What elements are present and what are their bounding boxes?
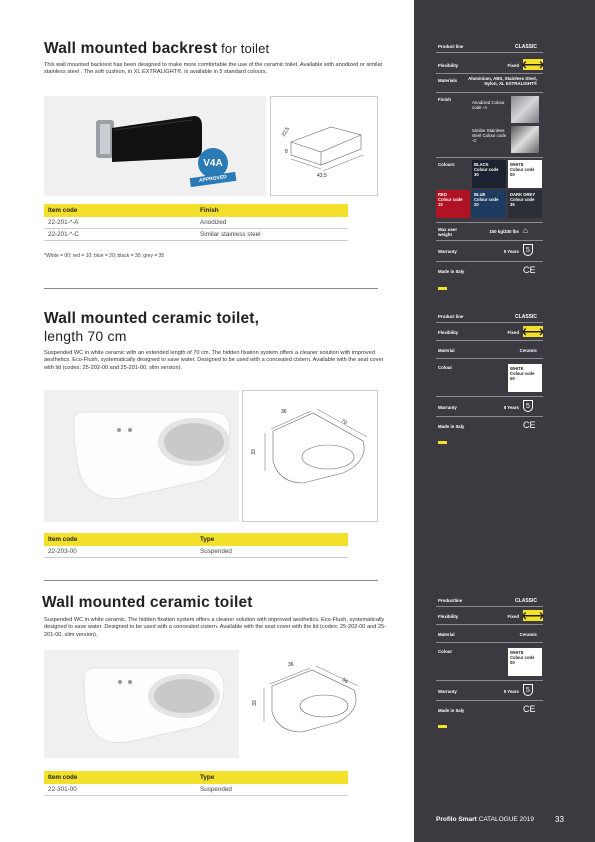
section-description-toilet: Suspended WC in white ceramic. The hidden fixation system offers a cleaner solution with improved aesthetics. Eco-Flush, systematically designed to save water. Designed to be used with a concealed cistern. Available with the seat cover with the lid (codes: 25-202-00 and 25-201-00, slim version). xyxy=(44,617,386,638)
dim-label: 43,5 xyxy=(317,173,327,179)
dim-label: 36 xyxy=(281,409,287,415)
table-row: 22-301-00 Suspended xyxy=(44,784,348,796)
dim-label: 22,5 xyxy=(280,126,291,138)
table-row: 22-201-*-C Similar stainless steel xyxy=(44,229,348,241)
colour-swatch-blue: BLUE Colour code 20 xyxy=(472,190,506,218)
footer-catalogue: CATALOGUE 2019 xyxy=(478,816,535,823)
backrest-drawing xyxy=(270,96,378,196)
section-description-toilet-70: Suspended WC in white ceramic with an extended length of 70 cm. The hidden fixation system offers a cleaner solution with improved aesthetics. Eco-Flush, systematically designed to save water. Designed to be used with a concealed cistern. Available with the seat cover with lid (codes: 25-202-00 and 25-201-00, slim version). xyxy=(44,350,384,371)
page-footer xyxy=(436,816,534,823)
accent-bar xyxy=(438,287,447,290)
dim-label: 70 xyxy=(339,417,348,427)
fixed-arrow-icon: ⟷ xyxy=(521,607,545,625)
colour-footnote: *White = 00; red = 10; blue = 20; black = 30; grey = 35 xyxy=(44,253,165,259)
section-title-backrest: Wall mounted backrest for toilet xyxy=(44,40,270,57)
colour-swatch-dark-grey: DARK GREY Colour code 35 xyxy=(508,190,542,218)
table-row: 22-201-*-A Anodized xyxy=(44,217,348,229)
colour-swatch-white: WHITE Colour code 00 xyxy=(508,648,542,676)
colour-swatch-red: RED Colour code 10 xyxy=(436,190,470,218)
page-number: 33 xyxy=(555,815,564,824)
warranty-shield-icon: 5 xyxy=(523,400,533,412)
dim-label: 36 xyxy=(288,662,294,668)
spec-block-backrest: Product line CLASSIC Flexibility Fixed ⟷ Materials Aluminium, ABS, Stainless Steel, Nylon, XL EXTRALIGHT® Finish Anodized Colour code -A Similar Stainless steel Colour code -C Colours BLACK Colour code 30 WHITE Colour code 00 RED Colour code 10 BLUE Colour code 20 DARK GREY Colour code 35 Max user weight 150 kg/330 lbs ⌂ Warranty 5 Years 5 Made in Italy CE xyxy=(414,40,595,300)
section-title-toilet: Wall mounted ceramic toilet xyxy=(42,594,253,611)
divider xyxy=(44,288,378,289)
ce-mark-icon: CE xyxy=(523,420,536,430)
warranty-shield-icon: 5 xyxy=(523,684,533,696)
backrest-photo xyxy=(44,96,266,196)
fixed-arrow-icon: ⟷ xyxy=(521,56,545,74)
warranty-shield-icon: 5 xyxy=(523,244,533,256)
anodized-swatch xyxy=(511,96,539,123)
item-table-toilet: Item code Type 22-301-00 Suspended xyxy=(44,771,348,796)
ce-mark-icon: CE xyxy=(523,704,536,714)
toilet-70-photo xyxy=(44,390,239,522)
dim-label: 56 xyxy=(340,676,349,686)
weight-icon: ⌂ xyxy=(523,226,528,235)
item-table-backrest: Item code Finish 22-201-*-A Anodized 22-201-*-C Similar stainless steel xyxy=(44,204,348,241)
footer-brand: Profilo Smart xyxy=(436,816,477,823)
accent-bar xyxy=(438,441,447,444)
item-table-toilet-70: Item code Type 22-203-00 Suspended xyxy=(44,533,348,558)
table-row: 22-203-00 Suspended xyxy=(44,546,348,558)
dim-label: 8 xyxy=(285,149,288,155)
v4a-approved-badge: V4A APPROVED xyxy=(190,148,236,188)
divider xyxy=(44,580,378,581)
accent-bar xyxy=(438,725,447,728)
dim-label: 33 xyxy=(251,700,258,706)
colour-swatch-white: WHITE Colour code 00 xyxy=(508,364,542,392)
fixed-arrow-icon: ⟷ xyxy=(521,323,545,341)
section-title-toilet-70: Wall mounted ceramic toilet, length 70 cm xyxy=(44,310,260,344)
spec-block-toilet: Productline CLASSIC Flexibility Fixed ⟷ Material Ceramic Colour WHITE Colour code 00 Warranty 5 Years 5 Made in Italy CE xyxy=(414,594,595,734)
colour-swatch-white: WHITE Colour code 00 xyxy=(508,160,542,188)
toilet-70-drawing xyxy=(242,390,378,522)
dim-label: 33 xyxy=(250,449,257,455)
stainless-swatch xyxy=(511,126,539,153)
colour-swatch-black: BLACK Colour code 30 xyxy=(472,160,506,188)
ce-mark-icon: CE xyxy=(523,265,536,275)
section-description-backrest: This wall mounted backrest has been designed to make more comfortable the use of the ceramic toilet. Available with anodized or similar stainless steel . The soft cushion, in XL EXTRALIGHT®, is available in 5 standard colours. xyxy=(44,62,383,76)
spec-block-toilet-70: Product line CLASSIC Flexibility Fixed ⟷ Material Ceramic Colour WHITE Colour code 00 Warranty 5 Years 5 Made in Italy CE xyxy=(414,310,595,450)
toilet-drawing xyxy=(242,650,378,758)
toilet-photo xyxy=(44,650,239,758)
